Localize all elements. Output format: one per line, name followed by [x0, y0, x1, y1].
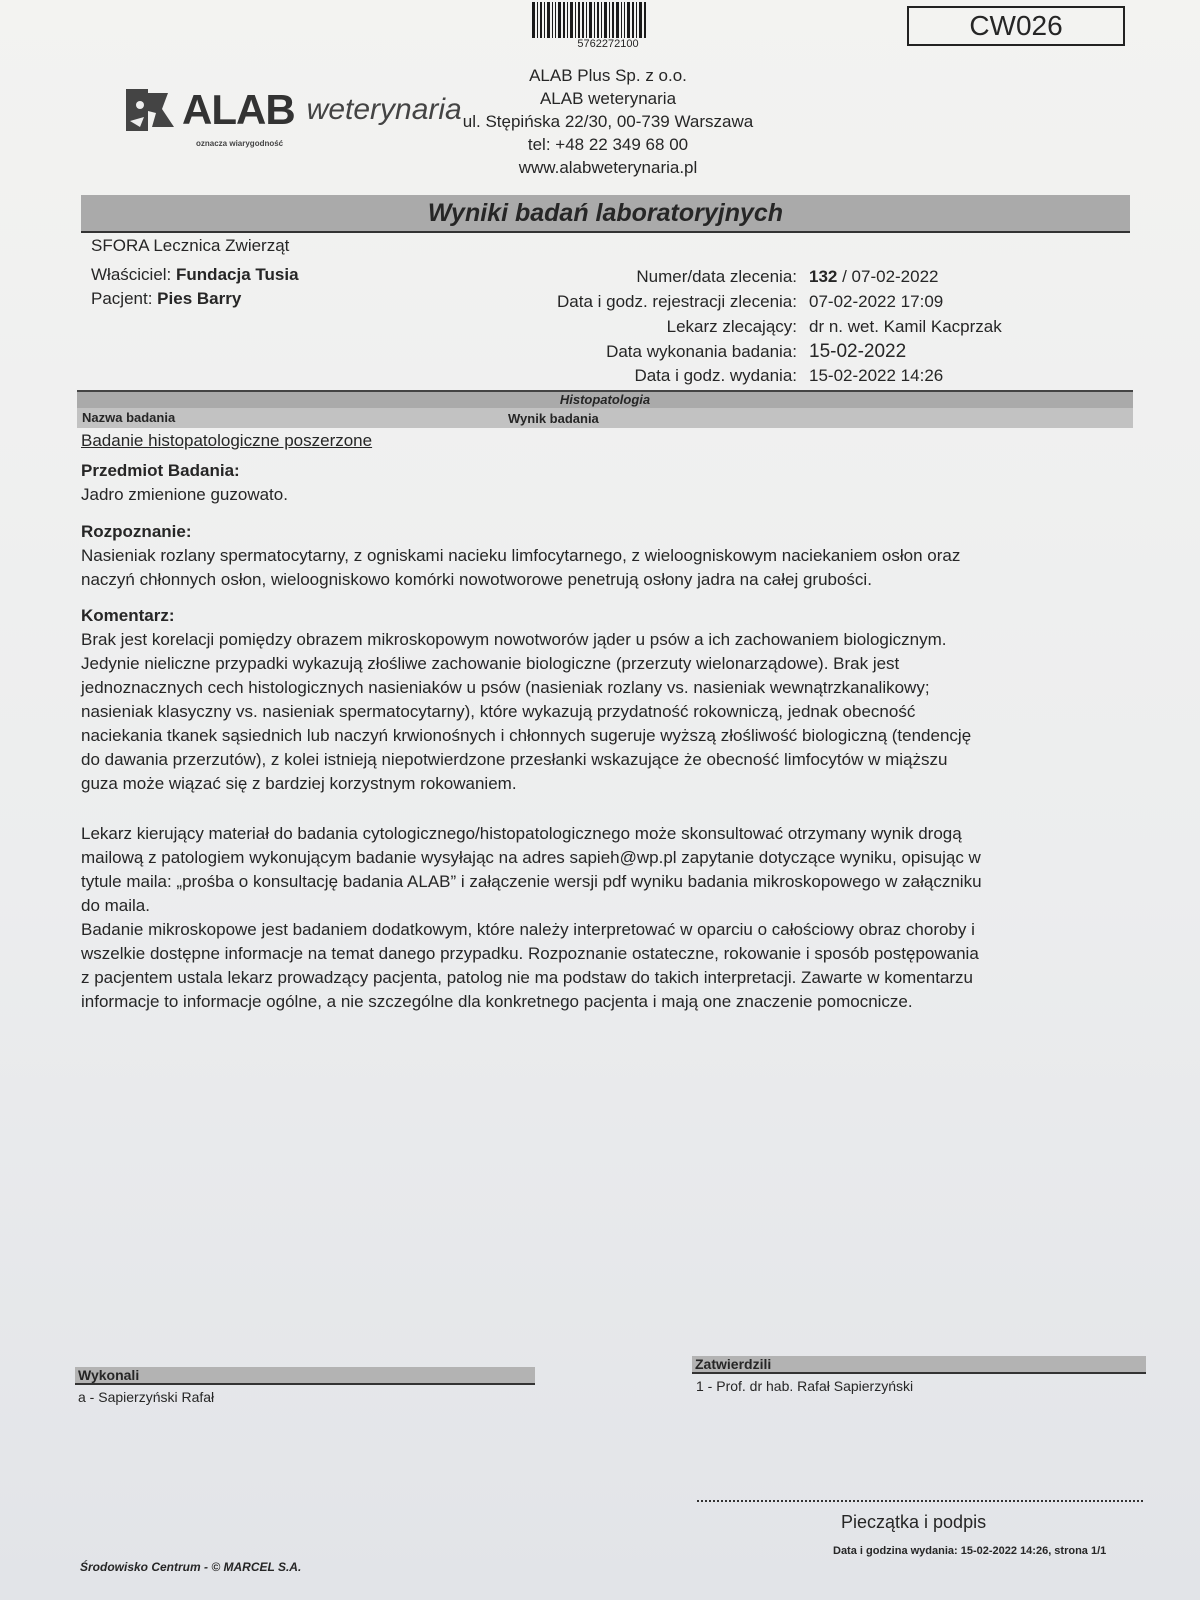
note-line: do maila. [81, 896, 150, 915]
comment-heading: Komentarz: [81, 606, 175, 625]
section-header: Histopatologia [77, 390, 1133, 408]
registration-value: 07-02-2022 17:09 [809, 292, 944, 311]
signature-line [697, 1500, 1143, 1502]
consultation-note [81, 822, 1141, 1014]
approved-value: 1 - Prof. dr hab. Rafał Sapierzyński [696, 1378, 914, 1394]
note-line: tytule maila: „prośba o konsultację badania ALAB” i załączenie wersji pdf wyniku badania mikroskopowego w załączniku [81, 872, 982, 891]
note-line: mailową z patologiem wykonującym badanie wysyłając na adres sapieh@wp.pl zapytanie dotyczące wyniku, opisując w [81, 848, 981, 867]
note-line: informacje to informacje ogólne, a nie szczególne dla konkretnego pacjenta i mają one znaczenie pomocnicze. [81, 992, 913, 1011]
alab-logo [126, 86, 462, 134]
approved-label-text: Zatwierdzili [695, 1356, 772, 1372]
column-test-name: Nazwa badania [82, 410, 176, 425]
footer-left: Środowisko Centrum - © MARCEL S.A. [80, 1560, 302, 1574]
diagnosis-line: Nasieniak rozlany spermatocytarny, z ogniskami nacieku limfocytarnego, z wieloogniskowym naciekaniem osłon oraz [81, 546, 961, 565]
order-number-label: Numer/data zlecenia: [636, 267, 797, 286]
owner-row [91, 265, 299, 285]
patient-value: Pies Barry [157, 289, 242, 308]
subject-section [81, 459, 1141, 507]
subject-heading: Przedmiot Badania: [81, 461, 240, 480]
logo-tagline: oznacza wiarygodność [196, 139, 284, 148]
lab-address: ul. Stępińska 22/30, 00-739 Warszawa [462, 112, 754, 131]
lab-info [424, 64, 792, 179]
doctor-label: Lekarz zlecający: [666, 317, 797, 336]
note-line: wszelkie dostępne informacje na temat danego przypadku. Rozpoznanie ostateczne, rokowanie i sposób postępowania [81, 944, 979, 963]
comment-line: Jedynie nieliczne przypadki wykazują złośliwe zachowanie biologiczne (przerzuty wielonarządowe). Brak jest [81, 654, 900, 673]
lab-phone: tel: +48 22 349 68 00 [527, 135, 689, 154]
diagnosis-heading: Rozpoznanie: [81, 522, 192, 541]
comment-line: jednoznacznych cech histologicznych nasieniaków u psów (nasieniak rozlany vs. nasieniak wewnątrzkanalikowy; [81, 678, 930, 697]
performed-label [75, 1367, 535, 1385]
diagnosis-line: naczyń chłonnych osłon, wieloogniskowo komórki nowotworowe penetrują osłony jadra na całej grubości. [81, 570, 872, 589]
stamp-label: Pieczątka i podpis [841, 1512, 987, 1532]
comment-line: guza może wiązać się z bardziej korzystnym rokowaniem. [81, 774, 517, 793]
subject-text: Jadro zmienione guzowato. [81, 485, 288, 504]
registration-label: Data i godz. rejestracji zlecenia: [556, 292, 797, 311]
comment-line: Brak jest korelacji pomiędzy obrazem mikroskopowym nowotworów jąder u psów a ich zachowaniem biologicznym. [81, 630, 947, 649]
column-result: Wynik badania [508, 411, 599, 426]
patient-row [91, 289, 241, 309]
alab-logo-icon [126, 87, 176, 133]
note-line: Lekarz kierujący materiał do badania cytologicznego/histopatologicznego może skonsultować otrzymany wynik drogą [81, 824, 962, 843]
note-line: z pacjentem ustala lekarz prowadzący pacjenta, patolog nie ma podstaw do takich interpretacji. Zawarte w komentarzu [81, 968, 974, 987]
issue-value: 15-02-2022 14:26 [809, 366, 944, 385]
page-title: Wyniki badań laboratoryjnych [81, 195, 1130, 233]
logo-wordmark: ALAB [182, 86, 295, 133]
column-header [77, 408, 1133, 428]
patient-label: Pacjent: [91, 289, 153, 308]
order-number-value: 132 [809, 267, 838, 286]
performed-label-text: Wykonali [78, 1367, 140, 1383]
logo-subtitle: weterynaria [306, 93, 462, 126]
barcode [532, 2, 684, 38]
owner-value: Fundacja Tusia [176, 265, 299, 284]
footer-right: Data i godzina wydania: 15-02-2022 14:26, strona 1/1 [833, 1545, 1107, 1557]
exam-date-value: 15-02-2022 [809, 341, 907, 362]
lab-website: www.alabweterynaria.pl [518, 158, 698, 177]
doctor-value: dr n. wet. Kamil Kacprzak [809, 317, 1002, 336]
comment-line: naciekania tkanek sąsiednich lub naczyń krwionośnych i chłonnych sugeruje wyższą złośliwość biologiczną (tendencję [81, 726, 972, 745]
issue-label: Data i godz. wydania: [634, 366, 797, 385]
barcode-number: 5762272100 [577, 38, 639, 50]
diagnosis-section [81, 520, 1141, 592]
approved-label [692, 1356, 1146, 1374]
owner-label: Właściciel: [91, 265, 172, 284]
exam-date-label: Data wykonania badania: [606, 342, 797, 361]
lab-company: ALAB Plus Sp. z o.o. [529, 66, 687, 85]
performed-value: a - Sapierzyński Rafał [78, 1389, 215, 1405]
document-code-box: CW026 [907, 6, 1125, 46]
clinic-name: SFORA Lecznica Zwierząt [91, 236, 290, 255]
comment-line: do dawania przerzutów), z kolei istnieją niepotwierdzone przesłanki wskazujące że obecność limfocytów w miąższu [81, 750, 948, 769]
test-name: Badanie histopatologiczne poszerzone [81, 431, 373, 450]
order-number [809, 267, 939, 287]
lab-name: ALAB weterynaria [539, 89, 677, 108]
comment-section [81, 604, 1141, 796]
order-date-value: / 07-02-2022 [837, 267, 939, 286]
comment-line: nasieniak klasyczny vs. nasieniak spermatocytarny), które wykazują przydatność rokowniczą, jednak obecność [81, 702, 916, 721]
note-line: Badanie mikroskopowe jest badaniem dodatkowym, które należy interpretować w oparciu o całościowy obraz choroby i [81, 920, 975, 939]
